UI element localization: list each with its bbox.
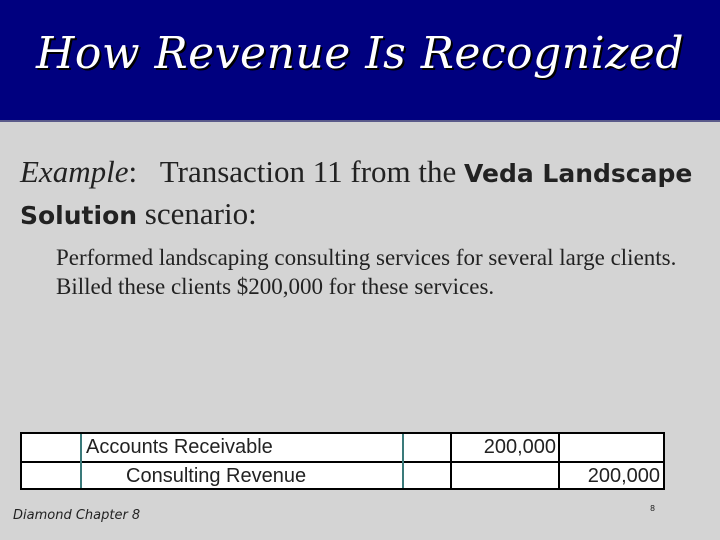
account-name: Consulting Revenue bbox=[126, 465, 307, 487]
journal-row-debit bbox=[22, 434, 663, 463]
example-paragraph bbox=[20, 152, 710, 236]
credit-amount: 200,000 bbox=[587, 465, 660, 487]
column-divider bbox=[558, 434, 560, 488]
example-tail: scenario: bbox=[144, 196, 257, 231]
column-divider bbox=[450, 434, 452, 488]
column-divider bbox=[402, 434, 404, 488]
journal-entry-table bbox=[20, 432, 665, 490]
journal-row-credit bbox=[22, 463, 663, 490]
slide-title: How Revenue Is Recognized bbox=[36, 28, 684, 79]
debit-amount bbox=[456, 463, 556, 490]
account-name: Accounts Receivable bbox=[86, 436, 273, 458]
example-lead: Transaction 11 from the bbox=[159, 154, 457, 189]
slide-number: 8 bbox=[650, 504, 656, 513]
title-bar bbox=[0, 0, 720, 122]
example-label: Example bbox=[20, 154, 129, 189]
footer-text: Diamond Chapter 8 bbox=[13, 508, 141, 523]
column-divider bbox=[80, 434, 82, 488]
debit-amount: 200,000 bbox=[483, 436, 556, 458]
example-colon: : bbox=[128, 154, 138, 189]
credit-amount bbox=[562, 434, 660, 461]
transaction-description: Performed landscaping consulting services for several large clients. Billed these clients $200,000 for these services. bbox=[56, 245, 677, 299]
company-name: Veda Landscape Solution bbox=[20, 159, 693, 230]
